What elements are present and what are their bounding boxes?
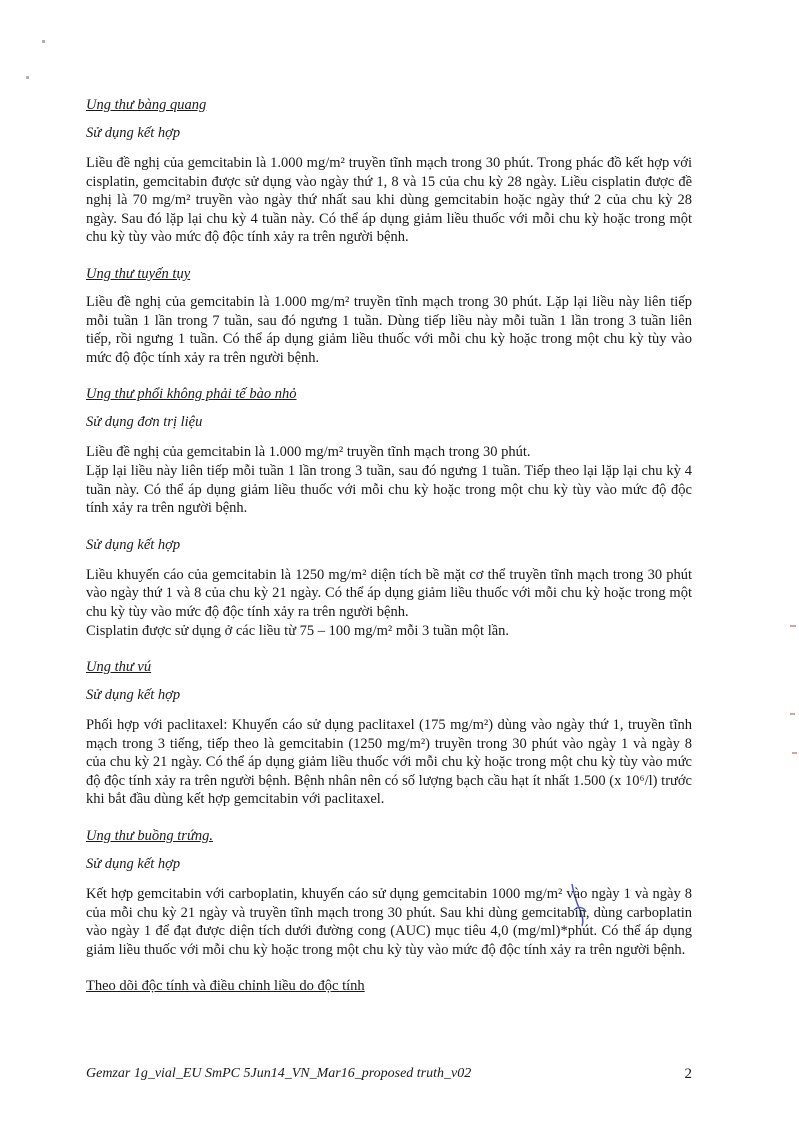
scan-mark [26,76,29,79]
section-heading: Ung thư tuyến tụy [86,265,191,282]
scan-mark [42,40,45,43]
subsection-heading: Sử dụng kết hợp [86,687,181,704]
edge-mark [790,625,796,627]
paragraph: Liều đề nghị của gemcitabin là 1.000 mg/m² truyền tĩnh mạch trong 30 phút. Lặp lại liều này liên tiếp mỗi tuần 1 lần trong 3 tuần, sau đó ngưng 1 tuần. Tiếp theo lại lặp lại chu kỳ 4 tuần này. Có thể áp dụng giảm liều thuốc với mỗi chu kỳ hoặc trong một chu kỳ tùy vào mức độ độc tính xảy ra trên người bệnh. [86,444,692,517]
footer-document-id: Gemzar 1g_vial_EU SmPC 5Jun14_VN_Mar16_proposed truth_v02 [86,1066,472,1081]
paragraph: Liều đề nghị của gemcitabin là 1.000 mg/m² truyền tĩnh mạch trong 30 phút. Lặp lại liều này liên tiếp mỗi tuần 1 lần trong 7 tuần, sau đó ngưng 1 tuần. Dùng tiếp liều này mỗi tuần 1 lần trong 3 tuần liên tiếp, rồi ngưng 1 tuần. Có thể áp dụng giảm liều thuốc với mỗi chu kỳ hoặc trong một chu kỳ tùy vào mức độ độc tính xảy ra trên người bệnh. [86,293,692,366]
page-footer [86,1066,692,1082]
subsection-heading: Sử dụng kết hợp [86,536,181,553]
section-heading: Ung thư buồng trứng. [86,828,213,845]
section-heading: Ung thư vú [86,659,152,676]
closing-heading: Theo dõi độc tính và điều chỉnh liều do độc tính [86,978,365,995]
section-heading: Ung thư phổi không phải tế bào nhỏ [86,386,297,403]
paragraph: Liều đề nghị của gemcitabin là 1.000 mg/m² truyền tĩnh mạch trong 30 phút. Trong phác đồ kết hợp với cisplatin, gemcitabin được sử dụng vào ngày thứ 1, 8 và 15 của chu kỳ 28 ngày. Liều cisplatin được đề nghị là 70 mg/m² truyền vào ngày thứ nhất sau khi dùng gemcitabin hoặc ngày thứ 2 của chu kỳ 28 ngày. Sau đó lặp lại chu kỳ 4 tuần này. Có thể áp dụng giảm liều thuốc với mỗi chu kỳ hoặc trong một chu kỳ tùy vào mức độ độc tính xảy ra trên người bệnh. [86,155,692,246]
paragraph: Liều khuyến cáo của gemcitabin là 1250 mg/m² diện tích bề mặt cơ thể truyền tĩnh mạch trong 30 phút vào ngày thứ 1 và 8 của chu kỳ 21 ngày. Có thể áp dụng giảm liều thuốc với mỗi chu kỳ hoặc trong một chu kỳ tùy vào mức độ độc tính xảy ra trên người bệnh. Cisplatin được sử dụng ở các liều từ 75 – 100 mg/m² mỗi 3 tuần một lần. [86,566,692,639]
subsection-heading: Sử dụng kết hợp [86,125,181,141]
paragraph: Kết hợp gemcitabin với carboplatin, khuyến cáo sử dụng gemcitabin 1000 mg/m² vào ngày 1 và ngày 8 của mỗi chu kỳ 21 ngày và truyền tĩnh mạch trong 30 phút. Sau khi dùng gemcitabin, dùng carboplatin vào ngày 1 để đạt được diện tích dưới đường cong (AUC) mục tiêu 4,0 (mg/ml)*phút. Có thể áp dụng giảm liều thuốc với mỗi chu kỳ hoặc trong một chu kỳ tùy vào mức độ độc tính xảy ra trên người bệnh. [86,886,692,958]
sections [86,96,692,959]
subsection-heading: Sử dụng đơn trị liệu [86,414,203,431]
section-heading: Ung thư bàng quang [86,97,207,113]
paragraph: Phối hợp với paclitaxel: Khuyến cáo sử dụng paclitaxel (175 mg/m²) dùng vào ngày thứ 1, truyền tĩnh mạch trong 3 tiếng, tiếp theo là gemcitabin (1250 mg/m²) truyền trong 30 phút vào ngày 1 và ngày 8 của chu kỳ 21 ngày. Có thể áp dụng giảm liều thuốc với mỗi chu kỳ hoặc trong một chu kỳ tùy vào mức độ độc tính xảy ra trên người bệnh. Bệnh nhân nên có số lượng bạch cầu hạt ít nhất 1.500 (x 10⁶/l) trước khi bắt đầu dùng kết hợp gemcitabin với paclitaxel. [86,717,692,808]
document-body [86,96,692,995]
subsection-heading: Sử dụng kết hợp [86,856,181,873]
edge-mark [790,713,795,715]
edge-mark [792,752,797,754]
page-number: 2 [684,1066,692,1082]
